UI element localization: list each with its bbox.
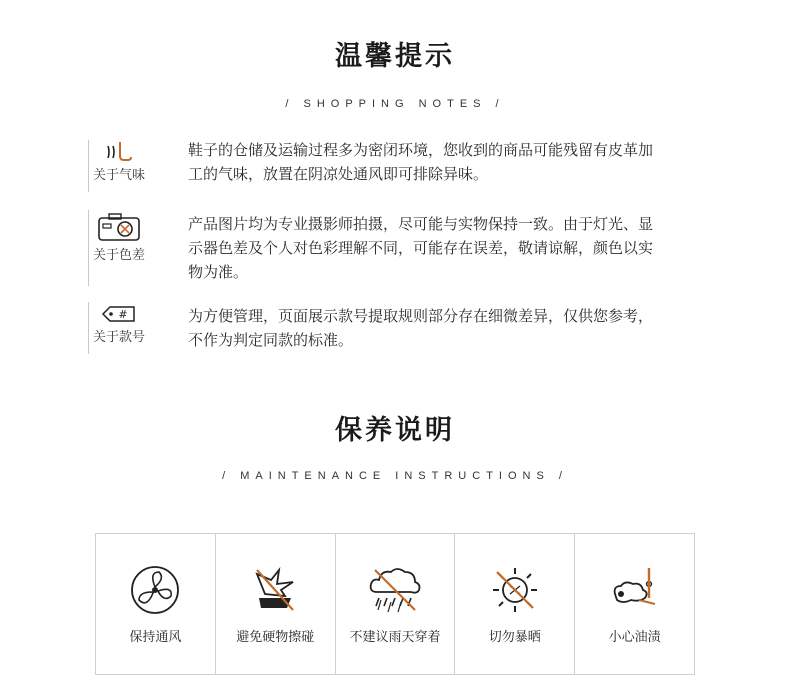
care-oil [575, 534, 694, 674]
care-ventilate [96, 534, 216, 674]
care-subtitle: / MAINTENANCE INSTRUCTIONS / [222, 470, 568, 482]
note-code-label: 关于款号 [92, 330, 145, 345]
hard-object-icon [249, 564, 301, 616]
care-title: 保养说明 [335, 415, 455, 446]
note-color-text [188, 212, 728, 284]
note-smell-label: 关于气味 [92, 168, 145, 183]
note-color-line-1: 产品图片均为专业摄影师拍摄，尽可能与实物保持一致。由于灯光、显 [188, 215, 654, 233]
note-smell-icon-box [88, 138, 150, 183]
care-hard-object-label: 避免硬物擦碰 [236, 630, 315, 645]
smell-icon [104, 138, 134, 162]
note-color-label: 关于色差 [92, 248, 145, 263]
note-color-icon-box [88, 212, 150, 263]
note-code-line-2: 不作为判定同款的标准。 [188, 331, 354, 349]
care-sun [455, 534, 575, 674]
fan-icon [129, 564, 181, 616]
care-rain [336, 534, 456, 674]
note-color-line-3: 物为准。 [188, 263, 249, 281]
care-ventilate-label: 保持通风 [129, 630, 182, 645]
care-rain-label: 不建议雨天穿着 [349, 630, 441, 645]
sun-icon [489, 564, 541, 616]
note-smell-text [188, 138, 728, 186]
note-code-text [188, 304, 728, 352]
note-color-line-2: 示器色差及个人对色彩理解不同，可能存在误差，敬请谅解，颜色以实 [188, 239, 654, 257]
tag-icon [101, 304, 137, 324]
camera-icon [97, 212, 141, 242]
rain-icon [367, 564, 423, 616]
oil-stain-icon [609, 564, 661, 616]
notes-title: 温馨提示 [335, 41, 455, 72]
note-code-line-1: 为方便管理，页面展示款号提取规则部分存在细微差异，仅供您参考， [188, 307, 654, 325]
svg-text:#: # [118, 308, 128, 321]
care-hard-object [216, 534, 336, 674]
note-smell-line-2: 工的气味，放置在阴凉处通风即可排除异味。 [188, 165, 489, 183]
care-oil-label: 小心油渍 [608, 630, 661, 645]
note-smell-line-1: 鞋子的仓储及运输过程多为密闭环境，您收到的商品可能残留有皮革加 [188, 141, 654, 159]
care-grid [95, 533, 695, 675]
note-code-icon-box [88, 304, 150, 345]
notes-subtitle: / SHOPPING NOTES / [285, 98, 505, 110]
care-sun-label: 切勿暴晒 [488, 630, 541, 645]
